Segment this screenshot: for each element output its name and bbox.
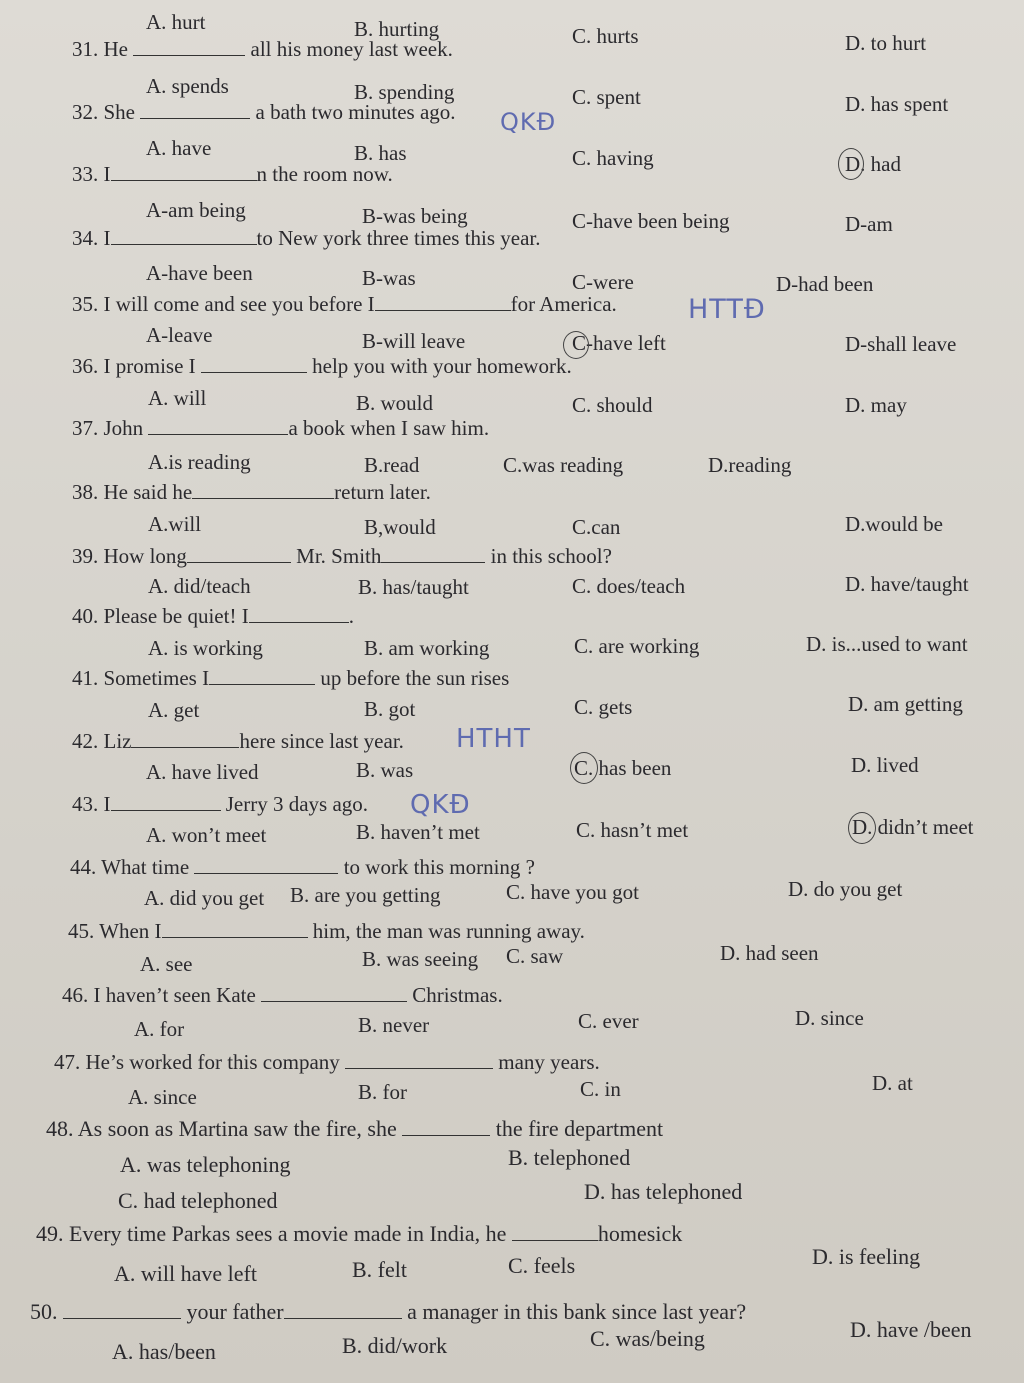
option-a: A. since	[128, 1085, 197, 1109]
option-b: B. has/taught	[358, 575, 469, 599]
option-a: A. spends	[146, 74, 229, 98]
option-d: D. lived	[851, 753, 919, 777]
question-41: 41. Sometimes I up before the sun rises	[72, 666, 510, 690]
option-d: D-am	[845, 212, 893, 236]
question-37: 37. John a book when I saw him.	[72, 416, 490, 440]
handwritten-note: HTTĐ	[688, 294, 766, 325]
option-a: A.will	[148, 512, 202, 536]
question-35: 35. I will come and see you before I for America.	[72, 292, 617, 316]
question-48: 48. As soon as Martina saw the fire, she the fire department	[46, 1116, 664, 1141]
option-a: A. hurt	[146, 10, 206, 34]
option-c: C. has been	[574, 756, 672, 780]
option-c: C.was reading	[503, 453, 624, 477]
option-d: D.would be	[845, 512, 943, 536]
question-47: 47. He’s worked for this company many years.	[54, 1050, 600, 1074]
handwritten-note: QKĐ	[410, 790, 471, 820]
option-b: B-was being	[362, 204, 468, 228]
option-c: C. are working	[574, 634, 700, 658]
option-d: D.reading	[708, 453, 792, 477]
question-46: 46. I haven’t seen Kate Christmas.	[62, 983, 503, 1007]
option-a: A. have lived	[146, 760, 259, 784]
option-c: C. hasn’t met	[576, 818, 689, 842]
option-d: D. has spent	[845, 92, 949, 116]
question-39: 39. How long Mr. Smith in this school?	[72, 544, 612, 568]
option-b: B-was	[362, 266, 416, 290]
option-a: A-am being	[146, 198, 246, 222]
option-b: B. haven’t met	[356, 820, 480, 844]
option-d: D. had	[845, 152, 901, 176]
option-d: D. do you get	[788, 877, 903, 901]
option-d: D. is...used to want	[806, 632, 968, 656]
option-a: A. get	[148, 698, 200, 722]
option-a: A. is working	[148, 636, 263, 660]
option-a: A-have been	[146, 261, 253, 285]
question-50: 50. your father a manager in this bank since last year?	[30, 1299, 747, 1324]
option-c: C. in	[580, 1077, 621, 1101]
question-45: 45. When I him, the man was running away.	[68, 919, 585, 943]
option-a: A. has/been	[112, 1339, 216, 1364]
option-a: A. for	[134, 1017, 185, 1041]
option-b: B. would	[356, 391, 434, 415]
option-b: B. was	[356, 758, 414, 782]
option-c: C. gets	[574, 695, 633, 719]
answer-circle-mark	[838, 148, 864, 180]
option-d: D. have/taught	[845, 572, 969, 596]
question-33: 33. I n the room now.	[72, 162, 393, 186]
question-42: 42. Liz here since last year.	[72, 729, 404, 753]
option-d: D. since	[795, 1006, 864, 1030]
option-c: C. was/being	[590, 1326, 705, 1351]
option-d: D. is feeling	[812, 1244, 921, 1269]
option-b: B. felt	[352, 1257, 407, 1282]
option-d: D-shall leave	[845, 332, 957, 356]
question-38: 38. He said he return later.	[72, 480, 431, 504]
option-c: C. does/teach	[572, 574, 686, 598]
question-43: 43. I Jerry 3 days ago.	[72, 792, 369, 816]
option-b: B. hurting	[354, 17, 440, 41]
option-c: C-have been being	[572, 209, 730, 233]
question-40: 40. Please be quiet! I .	[72, 604, 354, 628]
option-d: D. am getting	[848, 692, 963, 716]
option-b: B. did/work	[342, 1333, 448, 1358]
option-b: B,would	[364, 515, 436, 539]
question-36: 36. I promise I help you with your homework.	[72, 354, 572, 378]
option-c: C. had telephoned	[118, 1188, 278, 1213]
question-49: 49. Every time Parkas sees a movie made in India, he homesick	[36, 1221, 683, 1246]
option-d: D. may	[845, 393, 907, 417]
option-b: B. spending	[354, 80, 455, 104]
option-b: B.read	[364, 453, 420, 477]
option-b: B. was seeing	[362, 947, 479, 971]
option-b: B. for	[358, 1080, 407, 1104]
option-c: C. feels	[508, 1253, 576, 1278]
option-b: B. got	[364, 697, 416, 721]
option-d: D. have /been	[850, 1317, 972, 1342]
option-c: C. spent	[572, 85, 641, 109]
option-b: B. never	[358, 1013, 430, 1037]
option-a: A. did you get	[144, 886, 265, 910]
option-a: A. see	[140, 952, 193, 976]
option-b: B. am working	[364, 636, 490, 660]
option-a: A. won’t meet	[146, 823, 267, 847]
option-b: B. are you getting	[290, 883, 441, 907]
option-d: D. had seen	[720, 941, 819, 965]
answer-circle-mark	[570, 752, 598, 784]
option-a: A. did/teach	[148, 574, 251, 598]
option-a: A. was telephoning	[120, 1152, 291, 1177]
option-a: A. will have left	[114, 1261, 257, 1286]
option-c: C. saw	[506, 944, 564, 968]
answer-circle-mark	[848, 812, 876, 844]
handwritten-note: QKĐ	[500, 108, 557, 136]
option-c: C. ever	[578, 1009, 639, 1033]
option-d: D. didn’t meet	[852, 815, 974, 839]
question-44: 44. What time to work this morning ?	[70, 855, 536, 879]
option-c: C. should	[572, 393, 653, 417]
handwritten-note: HTHT	[456, 724, 531, 754]
option-a: A. have	[146, 136, 212, 160]
option-b: B-will leave	[362, 329, 466, 353]
option-c: C.can	[572, 515, 621, 539]
option-c: C-have left	[572, 331, 666, 355]
option-a: A-leave	[146, 323, 213, 347]
option-b: B. has	[354, 141, 407, 165]
question-32: 32. She a bath two minutes ago.	[72, 100, 456, 124]
option-a: A. will	[148, 386, 207, 410]
option-c: C. hurts	[572, 24, 639, 48]
option-c: C. having	[572, 146, 654, 170]
option-d: D. at	[872, 1071, 913, 1095]
option-c: C. have you got	[506, 880, 639, 904]
question-34: 34. I to New york three times this year.	[72, 226, 541, 250]
option-d: D. has telephoned	[584, 1179, 743, 1204]
option-d: D. to hurt	[845, 31, 927, 55]
option-b: B. telephoned	[508, 1145, 631, 1170]
option-d: D-had been	[776, 272, 874, 296]
option-a: A.is reading	[148, 450, 251, 474]
option-c: C-were	[572, 270, 634, 294]
question-31: 31. He all his money last week.	[72, 37, 453, 61]
